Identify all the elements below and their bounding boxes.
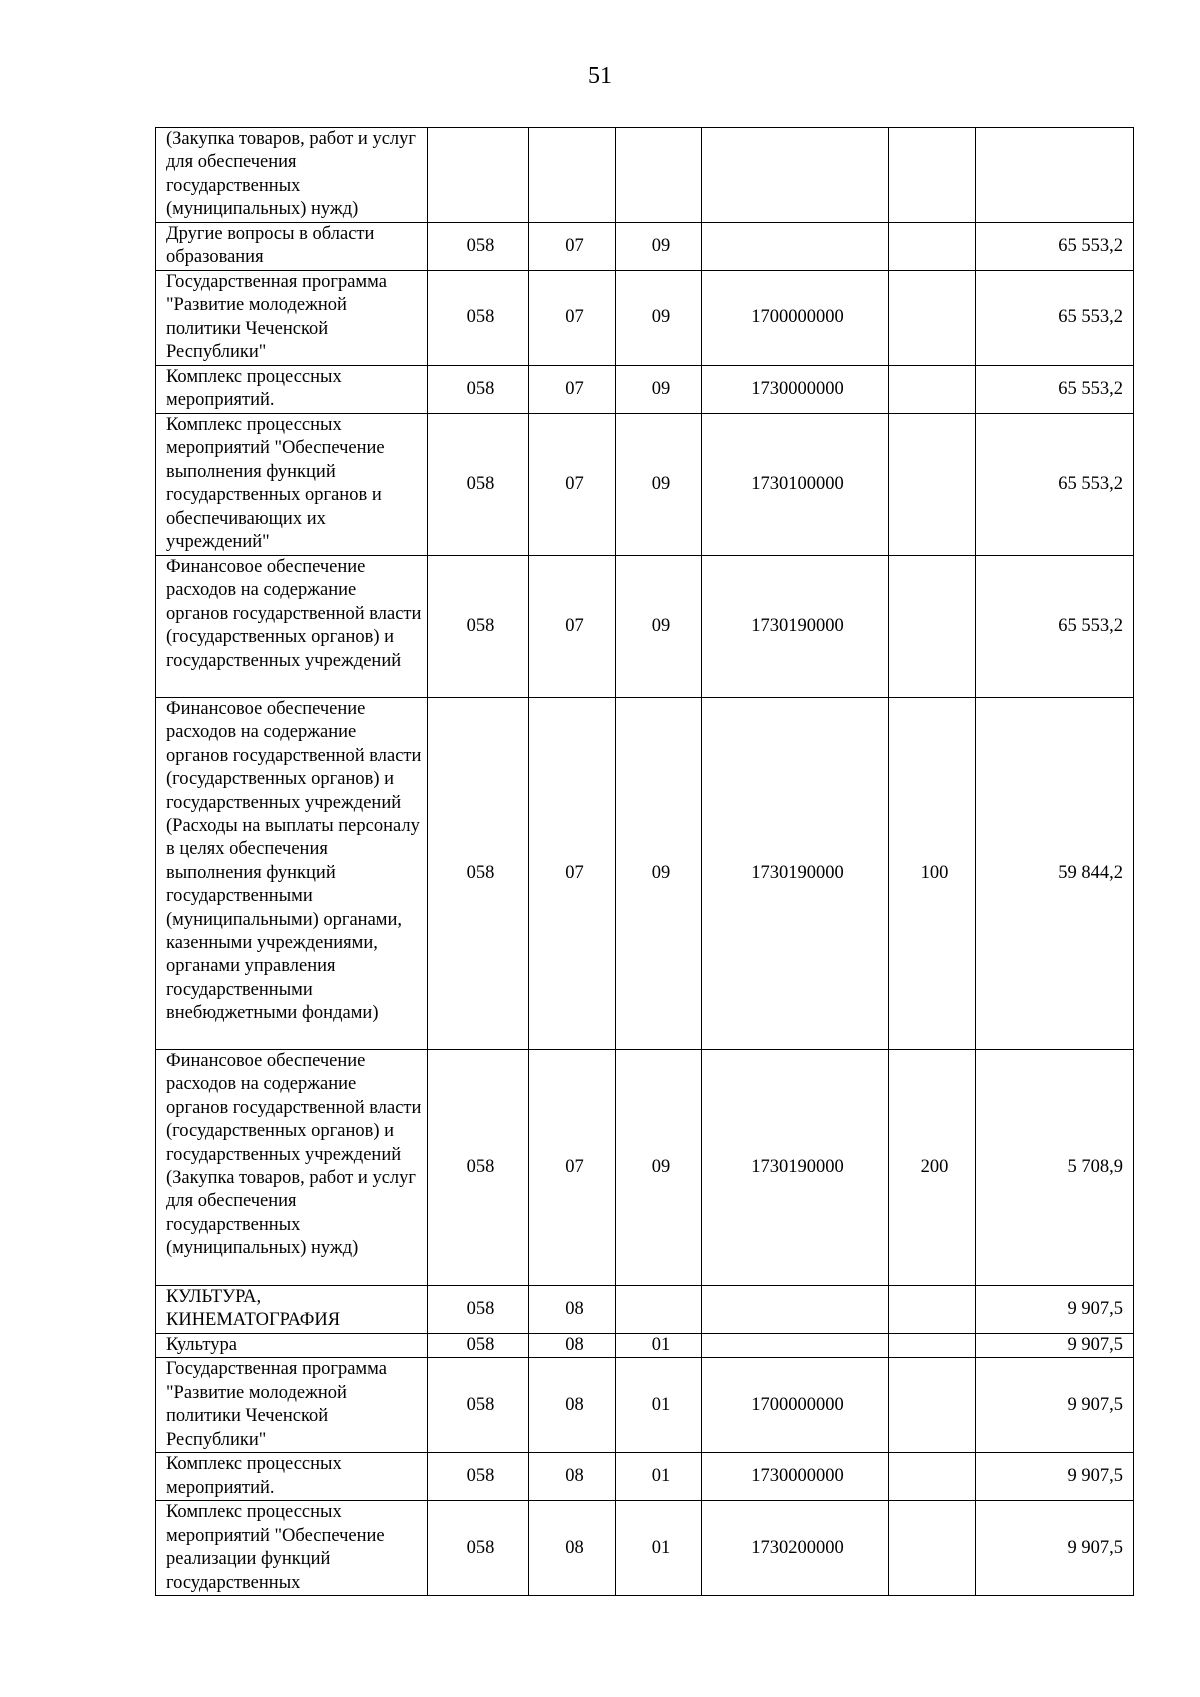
ministry-code-cell: 058 — [428, 1453, 529, 1501]
section-code-cell: 07 — [529, 414, 616, 556]
row-name-cell: Культура — [156, 1334, 428, 1358]
row-name-cell: Другие вопросы в области образования — [156, 223, 428, 271]
table-row — [156, 271, 1134, 366]
ministry-code-cell: 058 — [428, 1358, 529, 1453]
target-article-code-cell: 1700000000 — [702, 1358, 889, 1453]
expense-type-code-cell — [889, 1358, 976, 1453]
row-name-cell: Государственная программа "Развитие молодежной политики Чеченской Республики" — [156, 271, 428, 366]
ministry-code-cell: 058 — [428, 366, 529, 414]
table-row — [156, 1050, 1134, 1286]
subsection-code-cell: 09 — [616, 271, 702, 366]
subsection-code-cell: 09 — [616, 366, 702, 414]
ministry-code-cell: 058 — [428, 414, 529, 556]
section-code-cell: 07 — [529, 223, 616, 271]
subsection-code-cell — [616, 128, 702, 223]
subsection-code-cell: 09 — [616, 414, 702, 556]
expense-type-code-cell — [889, 1453, 976, 1501]
section-code-cell: 08 — [529, 1286, 616, 1334]
expense-type-code-cell: 200 — [889, 1050, 976, 1286]
expense-type-code-cell: 100 — [889, 698, 976, 1050]
section-code-cell: 08 — [529, 1358, 616, 1453]
ministry-code-cell — [428, 128, 529, 223]
target-article-code-cell: 1730000000 — [702, 1453, 889, 1501]
row-name-cell: Комплекс процессных мероприятий "Обеспечение выполнения функций государственных органов и обеспечивающих их учреждений" — [156, 414, 428, 556]
expense-type-code-cell — [889, 128, 976, 223]
section-code-cell: 07 — [529, 1050, 616, 1286]
amount-cell: 65 553,2 — [976, 271, 1134, 366]
table-row — [156, 1501, 1134, 1596]
amount-cell: 65 553,2 — [976, 556, 1134, 698]
section-code-cell: 08 — [529, 1453, 616, 1501]
table-row — [156, 1286, 1134, 1334]
subsection-code-cell: 01 — [616, 1501, 702, 1596]
target-article-code-cell — [702, 223, 889, 271]
expense-type-code-cell — [889, 1334, 976, 1358]
section-code-cell — [529, 128, 616, 223]
page-number: 51 — [588, 63, 612, 89]
expense-type-code-cell — [889, 271, 976, 366]
expense-type-code-cell — [889, 1286, 976, 1334]
subsection-code-cell: 09 — [616, 556, 702, 698]
target-article-code-cell: 1730190000 — [702, 698, 889, 1050]
ministry-code-cell: 058 — [428, 271, 529, 366]
amount-cell: 9 907,5 — [976, 1501, 1134, 1596]
subsection-code-cell: 01 — [616, 1334, 702, 1358]
row-name-cell: Финансовое обеспечение расходов на содержание органов государственной власти (государственных органов) и государственных учреждений — [156, 556, 428, 698]
ministry-code-cell: 058 — [428, 1334, 529, 1358]
row-name-cell: Комплекс процессных мероприятий. — [156, 366, 428, 414]
target-article-code-cell: 1730100000 — [702, 414, 889, 556]
expense-type-code-cell — [889, 414, 976, 556]
section-code-cell: 07 — [529, 271, 616, 366]
target-article-code-cell — [702, 1286, 889, 1334]
expense-type-code-cell — [889, 366, 976, 414]
expense-type-code-cell — [889, 223, 976, 271]
table-row — [156, 1358, 1134, 1453]
section-code-cell: 07 — [529, 556, 616, 698]
section-code-cell: 08 — [529, 1334, 616, 1358]
row-name-cell: КУЛЬТУРА, КИНЕМАТОГРАФИЯ — [156, 1286, 428, 1334]
amount-cell — [976, 128, 1134, 223]
ministry-code-cell: 058 — [428, 1050, 529, 1286]
expense-type-code-cell — [889, 1501, 976, 1596]
amount-cell: 65 553,2 — [976, 414, 1134, 556]
row-name-cell: (Закупка товаров, работ и услуг для обеспечения государственных (муниципальных) нужд) — [156, 128, 428, 223]
section-code-cell: 08 — [529, 1501, 616, 1596]
amount-cell: 65 553,2 — [976, 366, 1134, 414]
section-code-cell: 07 — [529, 698, 616, 1050]
subsection-code-cell: 09 — [616, 698, 702, 1050]
target-article-code-cell: 1700000000 — [702, 271, 889, 366]
ministry-code-cell: 058 — [428, 223, 529, 271]
subsection-code-cell: 01 — [616, 1358, 702, 1453]
subsection-code-cell — [616, 1286, 702, 1334]
table-row — [156, 1453, 1134, 1501]
target-article-code-cell: 1730190000 — [702, 556, 889, 698]
row-name-cell: Комплекс процессных мероприятий. — [156, 1453, 428, 1501]
expense-type-code-cell — [889, 556, 976, 698]
ministry-code-cell: 058 — [428, 698, 529, 1050]
ministry-code-cell: 058 — [428, 1286, 529, 1334]
ministry-code-cell: 058 — [428, 1501, 529, 1596]
table-row — [156, 1334, 1134, 1358]
table-row — [156, 414, 1134, 556]
table-row — [156, 223, 1134, 271]
target-article-code-cell — [702, 128, 889, 223]
ministry-code-cell: 058 — [428, 556, 529, 698]
subsection-code-cell: 01 — [616, 1453, 702, 1501]
subsection-code-cell: 09 — [616, 1050, 702, 1286]
target-article-code-cell — [702, 1334, 889, 1358]
amount-cell: 9 907,5 — [976, 1453, 1134, 1501]
subsection-code-cell: 09 — [616, 223, 702, 271]
target-article-code-cell: 1730200000 — [702, 1501, 889, 1596]
budget-table — [155, 127, 1134, 1596]
amount-cell: 5 708,9 — [976, 1050, 1134, 1286]
section-code-cell: 07 — [529, 366, 616, 414]
table-row — [156, 556, 1134, 698]
amount-cell: 9 907,5 — [976, 1286, 1134, 1334]
amount-cell: 9 907,5 — [976, 1334, 1134, 1358]
target-article-code-cell: 1730000000 — [702, 366, 889, 414]
amount-cell: 9 907,5 — [976, 1358, 1134, 1453]
table-row — [156, 698, 1134, 1050]
amount-cell: 59 844,2 — [976, 698, 1134, 1050]
row-name-cell: Комплекс процессных мероприятий "Обеспечение реализации функций государственных — [156, 1501, 428, 1596]
table-row — [156, 366, 1134, 414]
row-name-cell: Финансовое обеспечение расходов на содержание органов государственной власти (государственных органов) и государственных учреждений (Расходы на выплаты персоналу в целях обеспечения выполнения функций государственными (муниципальными) органами, казенными учреждениями, органами управления государственными внебюджетными фондами) — [156, 698, 428, 1050]
amount-cell: 65 553,2 — [976, 223, 1134, 271]
table-row — [156, 128, 1134, 223]
row-name-cell: Государственная программа "Развитие молодежной политики Чеченской Республики" — [156, 1358, 428, 1453]
target-article-code-cell: 1730190000 — [702, 1050, 889, 1286]
row-name-cell: Финансовое обеспечение расходов на содержание органов государственной власти (государственных органов) и государственных учреждений (Закупка товаров, работ и услуг для обеспечения государственных (муниципальных) нужд) — [156, 1050, 428, 1286]
